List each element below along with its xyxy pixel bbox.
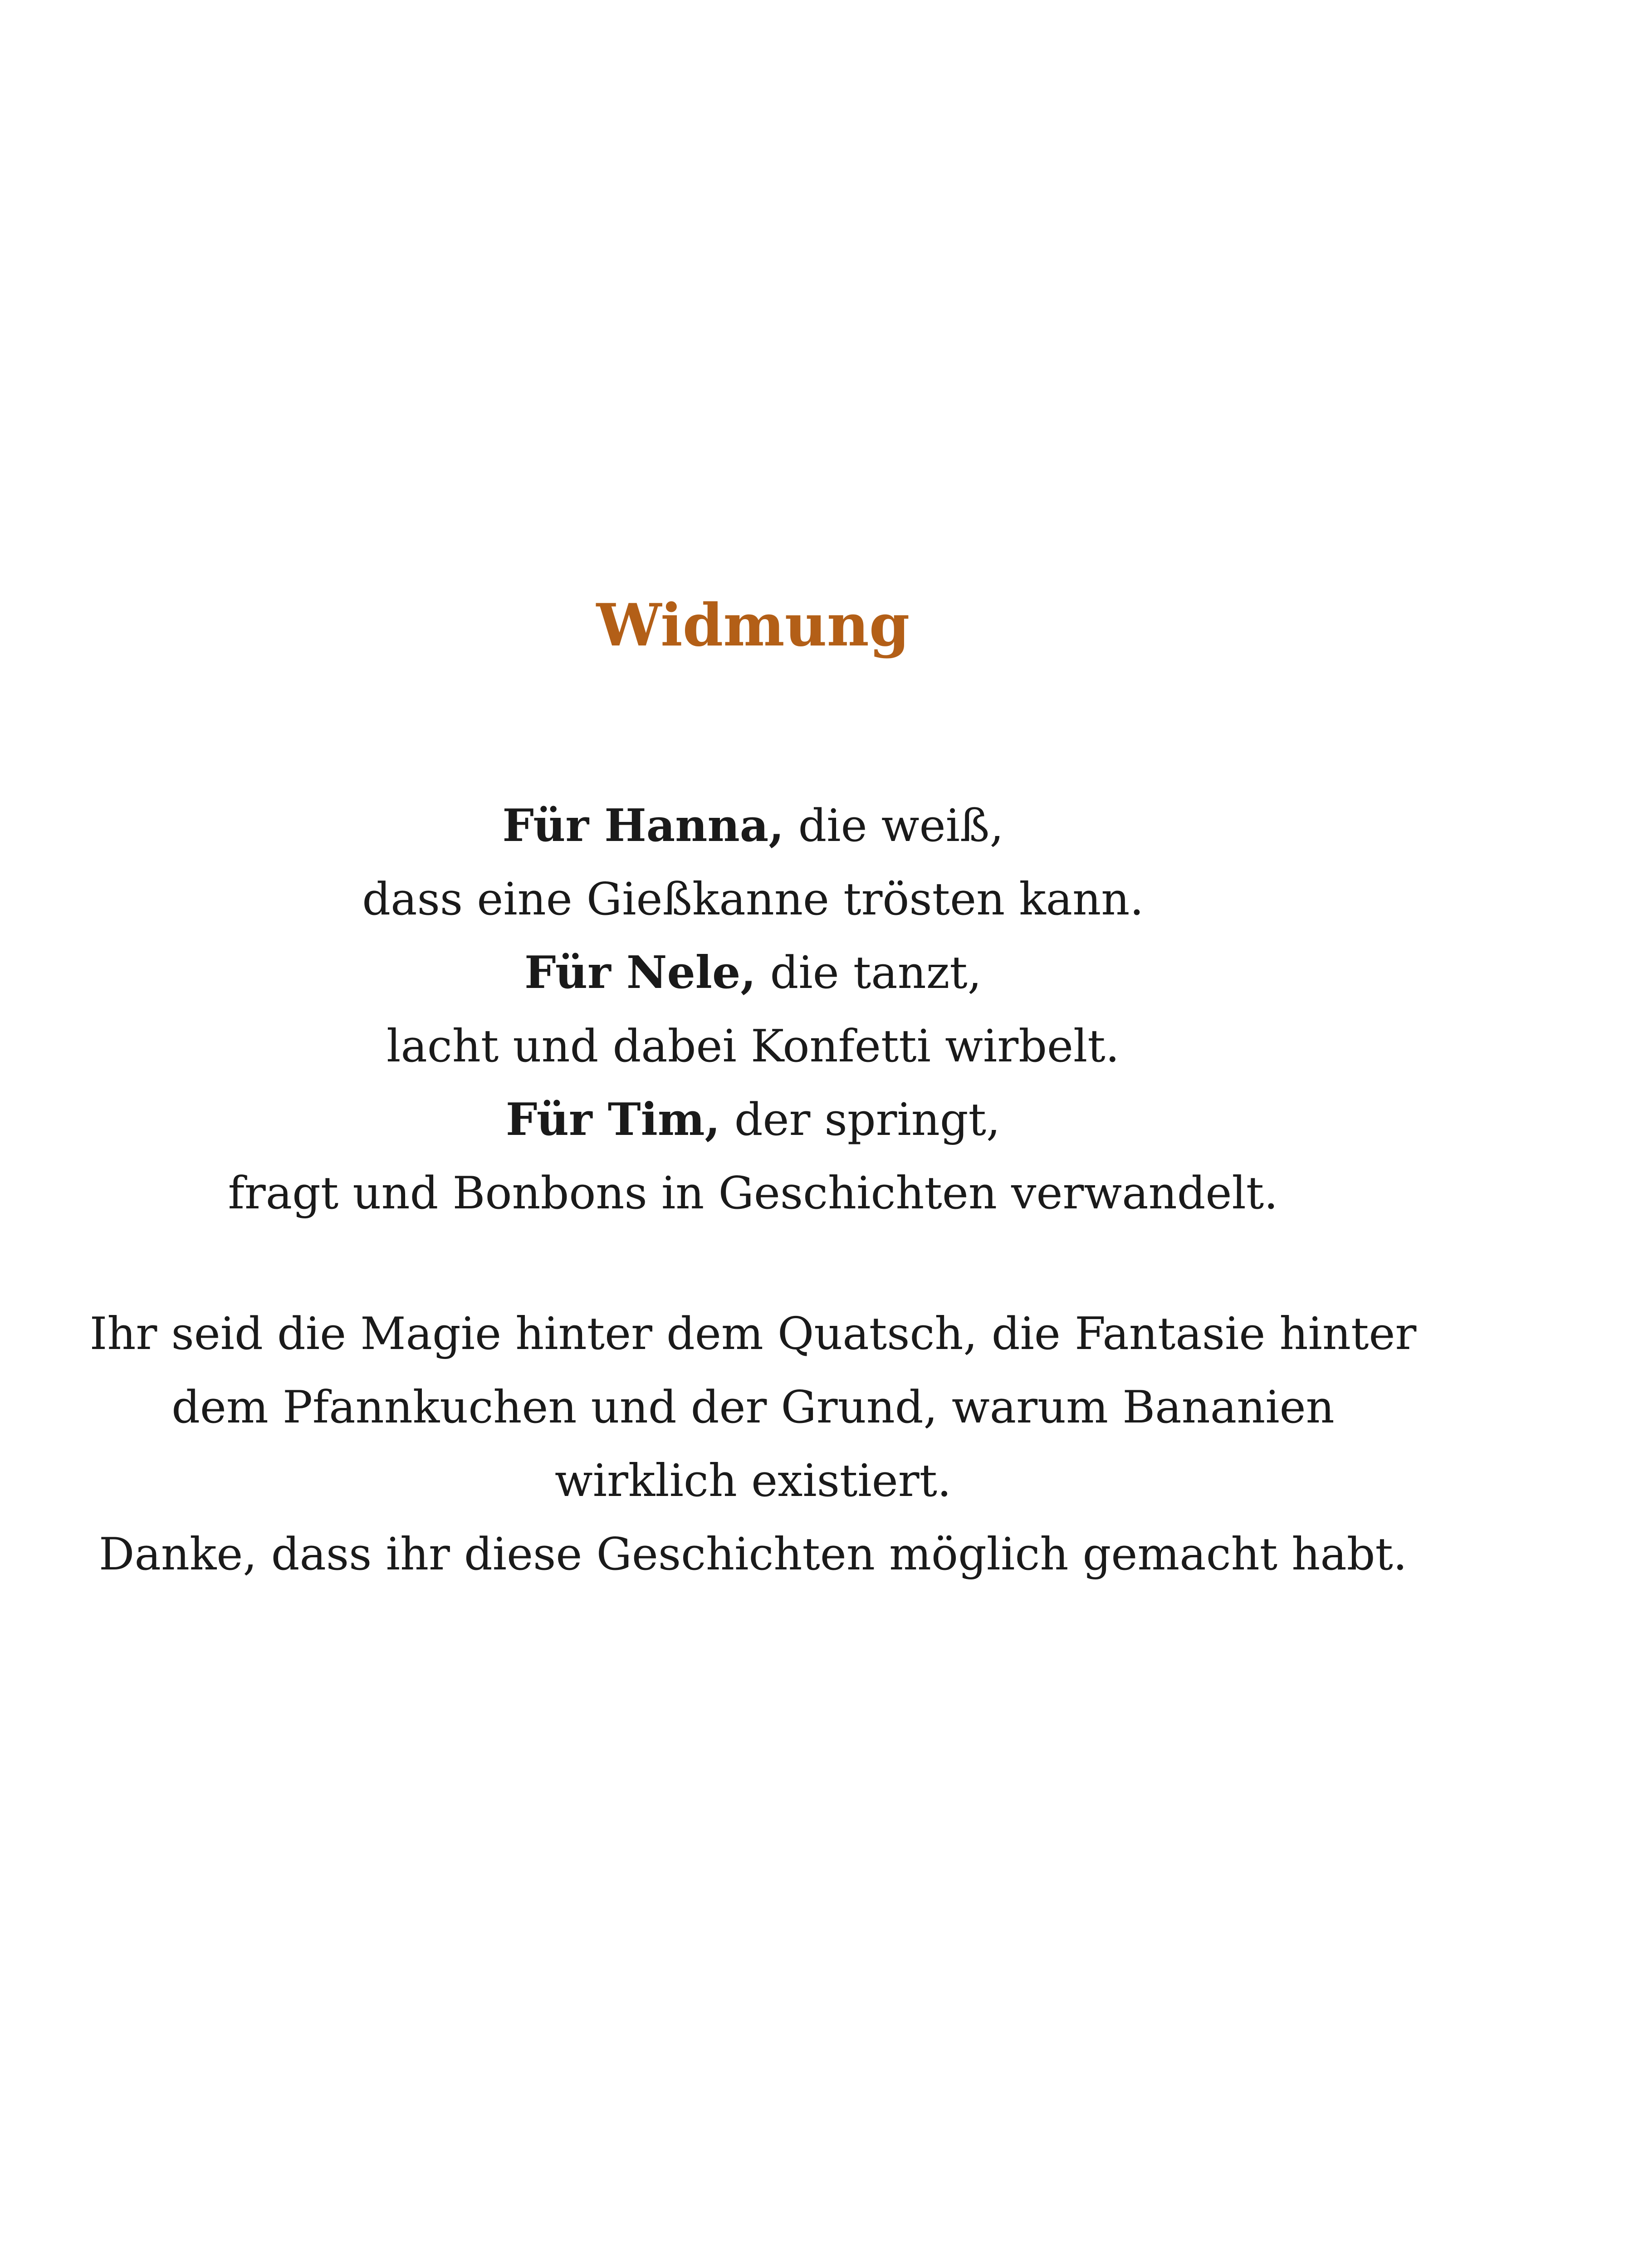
closing-line: dem Pfannkuchen und der Grund, warum Bananien (171, 1382, 1335, 1433)
dedication-line: dass eine Gießkanne trösten kann. (362, 874, 1144, 925)
closing-paragraph (0, 1297, 1506, 1591)
closing-line: Ihr seid die Magie hinter dem Quatsch, die Fantasie hinter (89, 1308, 1417, 1360)
closing-line: Danke, dass ihr diese Geschichten möglich gemacht habt. (98, 1529, 1408, 1580)
dedication-block (0, 789, 1506, 1230)
dedication-line-tim (0, 1083, 1506, 1157)
dedication-line: fragt und Bonbons in Geschichten verwandelt. (228, 1168, 1278, 1219)
dedication-line-nele (0, 936, 1506, 1010)
dedication-text: die weiß, (784, 800, 1004, 852)
dedication-name: Für Tim, (505, 1094, 720, 1146)
dedication-name: Für Hanna, (502, 800, 784, 852)
closing-line: wirklich existiert. (554, 1455, 952, 1507)
dedication-line: lacht und dabei Konfetti wirbelt. (386, 1021, 1120, 1072)
page-title: Widmung (596, 591, 910, 660)
dedication-name: Für Nele, (524, 947, 756, 999)
dedication-text: die tanzt, (756, 947, 982, 999)
dedication-text: der springt, (720, 1094, 1001, 1146)
dedication-line-hanna (0, 789, 1506, 863)
